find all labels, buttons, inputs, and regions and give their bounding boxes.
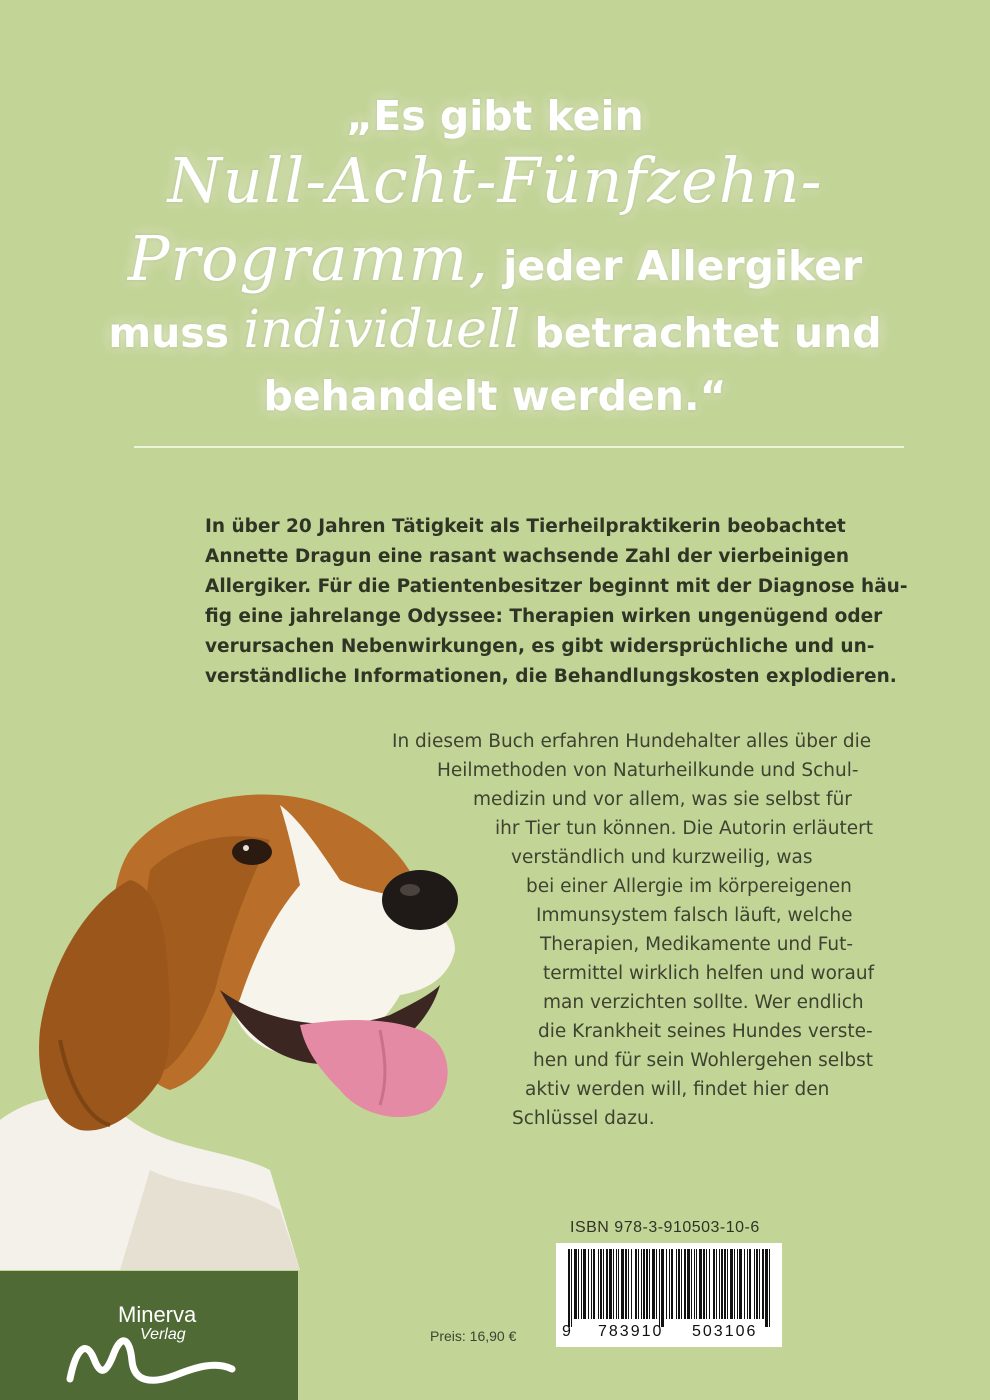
barcode-bar — [649, 1249, 650, 1319]
quote-line-3-rest: jeder Allergiker — [489, 242, 863, 290]
barcode-bar — [706, 1249, 707, 1319]
barcode-bar — [625, 1249, 627, 1319]
quote-line-1: „Es gibt kein — [346, 92, 644, 140]
barcode-bar — [756, 1249, 758, 1319]
barcode-bar — [598, 1249, 599, 1319]
barcode-bar — [621, 1249, 624, 1319]
beagle-photo — [0, 790, 470, 1270]
barcode-bar — [687, 1249, 690, 1319]
barcode-bar — [628, 1249, 629, 1319]
body-line: Immunsystem falsch läuft, welche — [536, 905, 853, 926]
barcode-bar — [676, 1249, 677, 1319]
barcode-bar — [593, 1249, 595, 1319]
barcode-bar — [703, 1249, 705, 1319]
barcode-digits — [556, 1323, 782, 1345]
quote-line-4-end: betrachtet und — [520, 309, 882, 357]
quote-line-5: behandelt werden.“ — [263, 372, 727, 420]
barcode-bar — [737, 1249, 738, 1319]
barcode-bar — [583, 1249, 586, 1319]
barcode-bar — [765, 1249, 768, 1327]
barcode-bar — [678, 1249, 680, 1319]
barcode-bar — [609, 1249, 612, 1319]
intro-line: Allergiker. Für die Patientenbesitzer beginnt mit der Diagnose häu- — [205, 576, 908, 597]
barcode-bar — [666, 1249, 667, 1319]
barcode-bar — [747, 1249, 748, 1319]
body-line: termittel wirklich helfen und worauf — [543, 963, 875, 984]
barcode-bar — [730, 1249, 733, 1319]
barcode-bar — [618, 1249, 619, 1319]
quote-italic-programm: Programm, — [127, 222, 489, 295]
barcode-bar — [759, 1249, 760, 1319]
barcode-bar — [659, 1249, 660, 1327]
barcode-bar — [691, 1249, 692, 1319]
body-line: aktiv werden will, findet hier den — [525, 1079, 830, 1100]
intro-line: In über 20 Jahren Tätigkeit als Tierheilpraktikerin beobachtet — [205, 516, 846, 537]
barcode-digit-right: 503106 — [692, 1323, 758, 1340]
barcode-bar — [578, 1249, 579, 1319]
barcode-bar — [588, 1249, 589, 1319]
barcode-bar — [734, 1249, 735, 1319]
quote-italic-individuell: individuell — [243, 300, 521, 360]
quote-line-3 — [0, 222, 990, 295]
body-line: bei einer Allergie im körpereigenen — [526, 876, 852, 897]
barcode-bar — [709, 1249, 710, 1319]
quote-line-4-start: muss — [108, 309, 244, 357]
barcode-bar — [606, 1249, 608, 1319]
price-label: Preis: 16,90 € — [430, 1328, 517, 1344]
barcode-bar — [754, 1249, 755, 1319]
barcode-bar — [684, 1249, 686, 1319]
barcode-bar — [591, 1249, 592, 1319]
barcode-bar — [727, 1249, 728, 1319]
body-line: hen und für sein Wohlergehen selbst — [533, 1050, 873, 1071]
quote-line-2: Null-Acht-Fünfzehn- — [167, 144, 823, 217]
barcode-bar — [631, 1249, 632, 1319]
intro-line: Annette Dragun eine rasant wachsende Zahl der vierbeinigen — [205, 546, 850, 567]
barcode-bar — [643, 1249, 645, 1319]
body-line: verständlich und kurzweilig, was — [511, 847, 813, 868]
barcode-bar — [671, 1249, 673, 1319]
barcode-digit-left: 783910 — [598, 1323, 664, 1340]
barcode-bar — [656, 1249, 657, 1319]
publisher-sub: Verlag — [140, 1326, 186, 1343]
barcode-bar — [661, 1249, 664, 1327]
intro-line: fig eine jahrelange Odyssee: Therapien wirken ungenügend oder — [205, 606, 883, 627]
dog-ear — [39, 880, 170, 1131]
intro-paragraph — [205, 512, 908, 692]
barcode-bar — [603, 1249, 604, 1319]
barcode-bar — [641, 1249, 642, 1319]
barcode-bar — [739, 1249, 742, 1319]
barcode-bar — [652, 1249, 655, 1319]
dog-eye — [232, 839, 272, 865]
barcode — [556, 1243, 782, 1347]
barcode-bar — [699, 1249, 702, 1319]
barcode-bars — [564, 1249, 774, 1327]
intro-line: verständliche Informationen, die Behandlungskosten explodieren. — [205, 666, 897, 687]
body-line: Heilmethoden von Naturheilkunde und Schul- — [437, 760, 859, 781]
body-line: ihr Tier tun können. Die Autorin erläutert — [495, 818, 874, 839]
barcode-bar — [749, 1249, 751, 1319]
barcode-bar — [681, 1249, 682, 1319]
barcode-digit-lead: 9 — [562, 1323, 571, 1340]
barcode-bar — [568, 1249, 570, 1327]
barcode-bar — [600, 1249, 602, 1319]
barcode-bar — [669, 1249, 670, 1319]
barcode-bar — [719, 1249, 720, 1319]
divider-line — [134, 446, 904, 448]
publisher-box — [0, 1271, 298, 1400]
dog-nose — [382, 870, 458, 930]
dog-eye-glint — [243, 845, 249, 851]
body-line: man verzichten sollte. Wer endlich — [543, 992, 864, 1013]
barcode-bar — [635, 1249, 637, 1319]
body-line: medizin und vor allem, was sie selbst für — [473, 789, 852, 810]
body-line: die Krankheit seines Hundes verste- — [538, 1021, 873, 1042]
barcode-bar — [646, 1249, 648, 1319]
barcode-bar — [769, 1249, 770, 1327]
barcode-bar — [744, 1249, 745, 1319]
dog-tongue — [300, 1020, 448, 1117]
barcode-bar — [638, 1249, 639, 1319]
body-line: In diesem Buch erfahren Hundehalter alles über die — [392, 731, 872, 752]
body-line: Therapien, Medikamente und Fut- — [540, 934, 854, 955]
barcode-bar — [613, 1249, 614, 1319]
barcode-bar — [574, 1249, 577, 1319]
barcode-bar — [762, 1249, 764, 1319]
barcode-bar — [696, 1249, 697, 1319]
barcode-bar — [616, 1249, 617, 1319]
barcode-bar — [581, 1249, 582, 1319]
barcode-bar — [724, 1249, 726, 1319]
barcode-bar — [713, 1249, 715, 1319]
barcode-bar — [571, 1249, 572, 1327]
publisher-name: Minerva — [118, 1302, 197, 1327]
body-line: Schlüssel dazu. — [512, 1108, 655, 1129]
dog-nose-highlight — [400, 884, 420, 896]
barcode-bar — [721, 1249, 723, 1319]
barcode-bar — [716, 1249, 717, 1319]
barcode-bar — [694, 1249, 695, 1319]
intro-line: verursachen Nebenwirkungen, es gibt widersprüchliche und un- — [205, 636, 875, 657]
isbn-text: ISBN 978-3-910503-10-6 — [570, 1219, 760, 1236]
quote-line-4 — [0, 300, 990, 360]
